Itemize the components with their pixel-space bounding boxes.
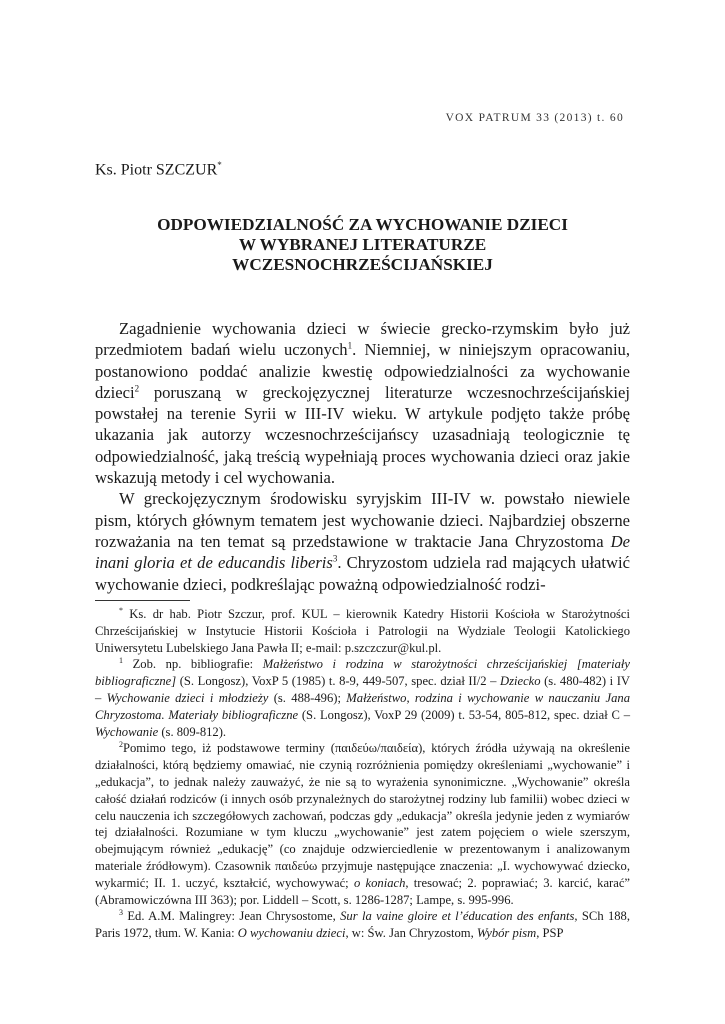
p1-text-b: . Niemniej, w niniejszym opracowaniu, postanowiono poddać analizie kwestię odpowiedzialności za wychowanie dzieci	[95, 340, 631, 402]
fn1-i4: Małżeństwo, rodzina i wychowanie w nauczaniu Jana Chryzostoma. Materiały bibliograficzne	[95, 690, 631, 722]
footnote-1-mark: 1	[119, 656, 123, 666]
fn1-i2: Dziecko	[499, 674, 541, 689]
fn2-a: Pomimo tego, iż podstawowe terminy (παιδεύω/παιδεία), których źródła używają na określenie działalności, którą będziemy omawiać, nie czynią rozróżnienia pomiędzy określeniami „wychowanie” i „edukacja”, to jednak należy zauważyć, że nie są to wyrażenia synonimiczne. „Wychowanie” określa całość działań rodziców (i innych osób przynależnych do starożytnej rodziny lub familii) wobec dzieci w celu nauczenia ich szczegółowych zachowań, podczas gdy „edukacja” określa jedynie jeden z wymiarów tej działalności. Rozumiane w tym kluczu „wychowanie” jest zatem pojęciem o wiele szerszym, obejmującym również „edukację” (co znajduje odzwierciedlenie w prezentowanym i analizowanym materiale źródłowym). Czasownik παιδεύω przyjmuje następujące znaczenia: „I. wychowywać dziecko, wykarmić; II. 1. uczyć, kształcić, wychowywać;	[95, 741, 630, 890]
fn1-e: (S. Longosz), VoxP 29 (2009) t. 53-54, 805-812, spec. dział C –	[298, 707, 630, 722]
footnote-star-mark: *	[119, 605, 123, 615]
fn1-d: (s. 488-496);	[268, 690, 347, 705]
fn3-d: , PSP	[536, 926, 564, 941]
article-body	[95, 318, 630, 595]
fn3-i3: Wybór pism	[476, 926, 537, 941]
fn1-b: (S. Longosz), VoxP 5 (1985) t. 8-9, 449-507, spec. dział II/2 –	[176, 674, 500, 689]
author-footnote-mark[interactable]: *	[217, 160, 222, 170]
footnote-3	[95, 908, 630, 942]
fn3-a: Ed. A.M. Malingrey: Jean Chrysostome,	[123, 909, 341, 924]
fn1-i5: Wychowanie	[95, 724, 159, 739]
title-line-2: W WYBRANEJ LITERATURZE	[238, 235, 487, 254]
fn1-f: (s. 809-812).	[158, 724, 227, 739]
fn3-b: , SCh 188, Paris 1972, tłum. W. Kania:	[95, 909, 631, 941]
fn1-i3: Wychowanie dzieci i młodzieży	[106, 690, 269, 705]
fn1-c: (s. 480-482) i IV –	[95, 674, 630, 705]
author-line	[95, 160, 222, 179]
footnote-ref-1[interactable]: 1	[347, 340, 353, 351]
p2-text-a: W greckojęzycznym środowisku syryjskim III-IV w. powstało niewiele pism, których głównym tematem jest wychowanie dzieci. Najbardziej obszerne rozważania na ten temat są przedstawione w traktacie Jana Chryzostoma	[95, 489, 630, 551]
footnote-ref-2[interactable]: 2	[134, 383, 140, 394]
article-title	[95, 215, 630, 275]
running-header: VOX PATRUM 33 (2013) t. 60	[445, 112, 624, 124]
footnote-star	[95, 606, 630, 656]
fn3-i2: O wychowaniu dzieci	[237, 926, 346, 941]
fn3-c: , w: Św. Jan Chryzostom,	[345, 926, 477, 941]
footnote-1	[95, 656, 630, 740]
author-name: Ks. Piotr SZCZUR	[95, 161, 218, 179]
footnote-3-mark: 3	[119, 908, 123, 918]
p2-text-b: . Chryzostom udziela rad mających ułatwić wychowanie dzieci, podkreślając poważną odpowiedzialność rodzi-	[95, 553, 630, 594]
fn1-i1: Małżeństwo i rodzina w starożytności chrześcijańskiej [materiały bibliograficzne]	[95, 657, 630, 689]
footnote-ref-3[interactable]: 3	[332, 553, 338, 564]
title-line-3: WCZESNOCHRZEŚCIJAŃSKIEJ	[232, 255, 493, 274]
p2-work-title: De inani gloria et de educandis liberis	[95, 531, 630, 573]
footnotes	[95, 606, 630, 942]
p1-text-a: Zagadnienie wychowania dzieci w świecie grecko-rzymskim było już przedmiotem badań wielu uczonych	[95, 319, 630, 360]
fn1-a: Zob. np. bibliografie:	[123, 657, 263, 672]
paragraph-1	[95, 318, 630, 488]
fn2-i1: o koniach	[353, 875, 406, 890]
p1-text-c: poruszaną w greckojęzycznej literaturze wczesnochrześcijańskiej powstałej na terenie Syrii w III-IV wieku. W artykule podjęto także próbę ukazania jak autorzy wczesnochrześcijańscy uzasadniają teologicznie tę odpowiedzialność, jaką treścią wypełniają proces wychowania dzieci oraz jakie wskazują metody i cel wychowania.	[95, 382, 630, 488]
title-line-1: ODPOWIEDZIALNOŚĆ ZA WYCHOWANIE DZIECI	[157, 215, 568, 234]
footnote-2-mark: 2	[119, 740, 123, 750]
fn2-b: , tresować; 2. poprawiać; 3. karcić, karać” (Abramowiczówna III 363); por. Liddell – Scott, s. 1286-1287; Lampe, s. 995-996.	[95, 875, 631, 907]
footnote-star-text: Ks. dr hab. Piotr Szczur, prof. KUL – kierownik Katedry Historii Kościoła w Starożytności Chrześcijańskiej w Instytucie Historii Kościoła i Patrologii na Wydziale Teologii Katolickiego Uniwersytetu Lubelskiego Jana Pawła II; e-mail: p.szczczur@kul.pl.	[95, 607, 630, 655]
fn3-i1: Sur la vaine gloire et l’éducation des enfants	[340, 909, 575, 924]
footnote-2	[95, 740, 630, 908]
footnote-divider	[95, 600, 190, 601]
paragraph-2	[95, 488, 630, 594]
